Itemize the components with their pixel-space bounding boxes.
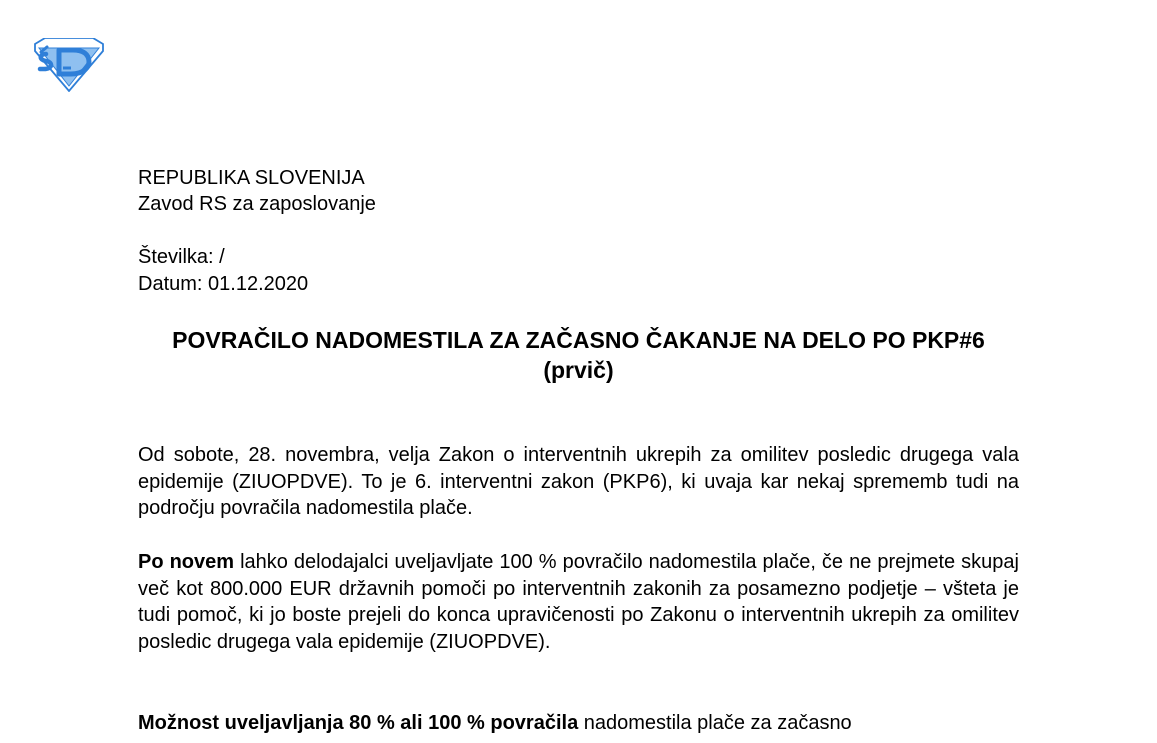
paragraph-options-text: nadomestila plače za začasno bbox=[578, 712, 852, 734]
paragraph-new-rules-text: lahko delodajalci uveljavljate 100 % povračilo nadomestila plače, če ne prejmete skupaj več kot 800.000 EUR državnih pomoči po interventnih zakonih za posamezno podjetje – všteta je tudi pomoč, ki jo boste prejeli do konca upravičenosti po Zakonu o interventnih ukrepih za omilitev posledic drugega vala epidemije (ZIUOPDVE). bbox=[138, 551, 1019, 653]
zrss-logo bbox=[33, 38, 105, 92]
zrss-logo-icon bbox=[33, 38, 105, 92]
document-date: Datum: 01.12.2020 bbox=[138, 273, 309, 295]
issuer-agency: Zavod RS za zaposlovanje bbox=[138, 193, 376, 215]
document-meta bbox=[138, 244, 308, 298]
paragraph-intro-text: Od sobote, 28. novembra, velja Zakon o interventnih ukrepih za omilitev posledic drugega vala epidemije (ZIUOPDVE). To je 6. interventni zakon (PKP6), ki uvaja kar nekaj sprememb tudi na področju povračila nadomestila plače. bbox=[138, 444, 1019, 519]
issuer-country: REPUBLIKA SLOVENIJA bbox=[138, 167, 365, 189]
paragraph-options-lead: Možnost uveljavljanja 80 % ali 100 % povračila bbox=[138, 712, 579, 734]
paragraph-intro bbox=[138, 442, 1019, 522]
document-title: POVRAČILO NADOMESTILA ZA ZAČASNO ČAKANJE NA DELO PO PKP#6 (prvič) bbox=[172, 327, 985, 383]
paragraph-new-rules-lead: Po novem bbox=[138, 551, 235, 573]
issuer-block bbox=[138, 165, 376, 217]
document-number: Številka: / bbox=[138, 246, 225, 268]
paragraph-new-rules bbox=[138, 549, 1019, 655]
paragraph-options bbox=[138, 710, 1019, 737]
